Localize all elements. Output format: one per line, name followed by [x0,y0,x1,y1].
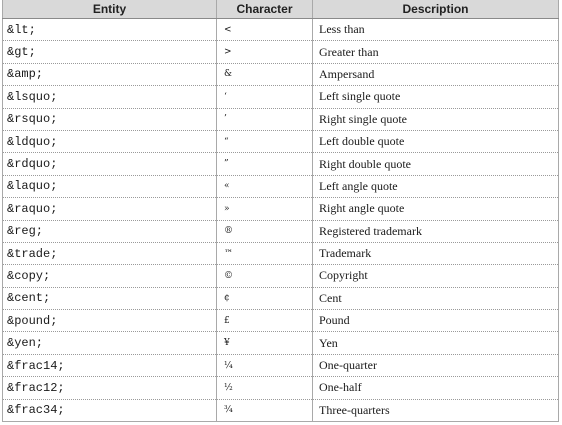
entity-cell: &frac12; [3,377,217,399]
table-row [3,86,559,108]
description-cell: Pound [313,310,559,332]
character-cell: ½ [217,377,313,399]
entity-cell: &raquo; [3,198,217,220]
table-body [3,19,559,422]
character-cell: > [217,41,313,63]
entity-cell: &rsquo; [3,108,217,130]
table-row [3,41,559,63]
table-row [3,332,559,354]
description-cell: Right double quote [313,153,559,175]
entity-cell: &frac34; [3,399,217,421]
table-row [3,310,559,332]
character-cell: & [217,63,313,85]
description-cell: Right single quote [313,108,559,130]
description-cell: Ampersand [313,63,559,85]
entity-cell: &cent; [3,287,217,309]
description-cell: Right angle quote [313,198,559,220]
character-cell: “ [217,130,313,152]
table-header [3,0,559,19]
character-cell: < [217,19,313,41]
entity-cell: &yen; [3,332,217,354]
description-cell: Cent [313,287,559,309]
entity-column-header: Entity [3,0,217,19]
table-row [3,265,559,287]
character-cell: ¾ [217,399,313,421]
description-cell: Left angle quote [313,175,559,197]
character-cell: £ [217,310,313,332]
table-row [3,108,559,130]
table-row [3,130,559,152]
description-cell: One-half [313,377,559,399]
entity-cell: &reg; [3,220,217,242]
table-row [3,19,559,41]
character-cell: ’ [217,108,313,130]
entity-cell: &copy; [3,265,217,287]
entity-cell: &lsquo; [3,86,217,108]
character-cell: ¢ [217,287,313,309]
character-cell: ¼ [217,354,313,376]
table-row [3,399,559,421]
description-column-header: Description [313,0,559,19]
character-cell: ® [217,220,313,242]
description-cell: Left double quote [313,130,559,152]
entity-table [2,0,559,422]
table-row [3,242,559,264]
entity-cell: &frac14; [3,354,217,376]
table-row [3,153,559,175]
entity-cell: &lt; [3,19,217,41]
entity-cell: &amp; [3,63,217,85]
entity-cell: &trade; [3,242,217,264]
description-cell: Left single quote [313,86,559,108]
entity-cell: &rdquo; [3,153,217,175]
description-cell: Yen [313,332,559,354]
character-cell: ™ [217,242,313,264]
character-cell: ‘ [217,86,313,108]
character-cell: ¥ [217,332,313,354]
table-row [3,63,559,85]
entity-cell: &pound; [3,310,217,332]
description-cell: Three-quarters [313,399,559,421]
table-row [3,287,559,309]
character-cell: © [217,265,313,287]
description-cell: Trademark [313,242,559,264]
table-row [3,354,559,376]
entity-cell: &gt; [3,41,217,63]
table-row [3,377,559,399]
description-cell: Less than [313,19,559,41]
description-cell: Copyright [313,265,559,287]
character-column-header: Character [217,0,313,19]
character-cell: « [217,175,313,197]
table-row [3,198,559,220]
table-row [3,175,559,197]
description-cell: Registered trademark [313,220,559,242]
entity-cell: &ldquo; [3,130,217,152]
header-row [3,0,559,19]
table-row [3,220,559,242]
description-cell: Greater than [313,41,559,63]
character-cell: ” [217,153,313,175]
description-cell: One-quarter [313,354,559,376]
entity-cell: &laquo; [3,175,217,197]
character-cell: » [217,198,313,220]
